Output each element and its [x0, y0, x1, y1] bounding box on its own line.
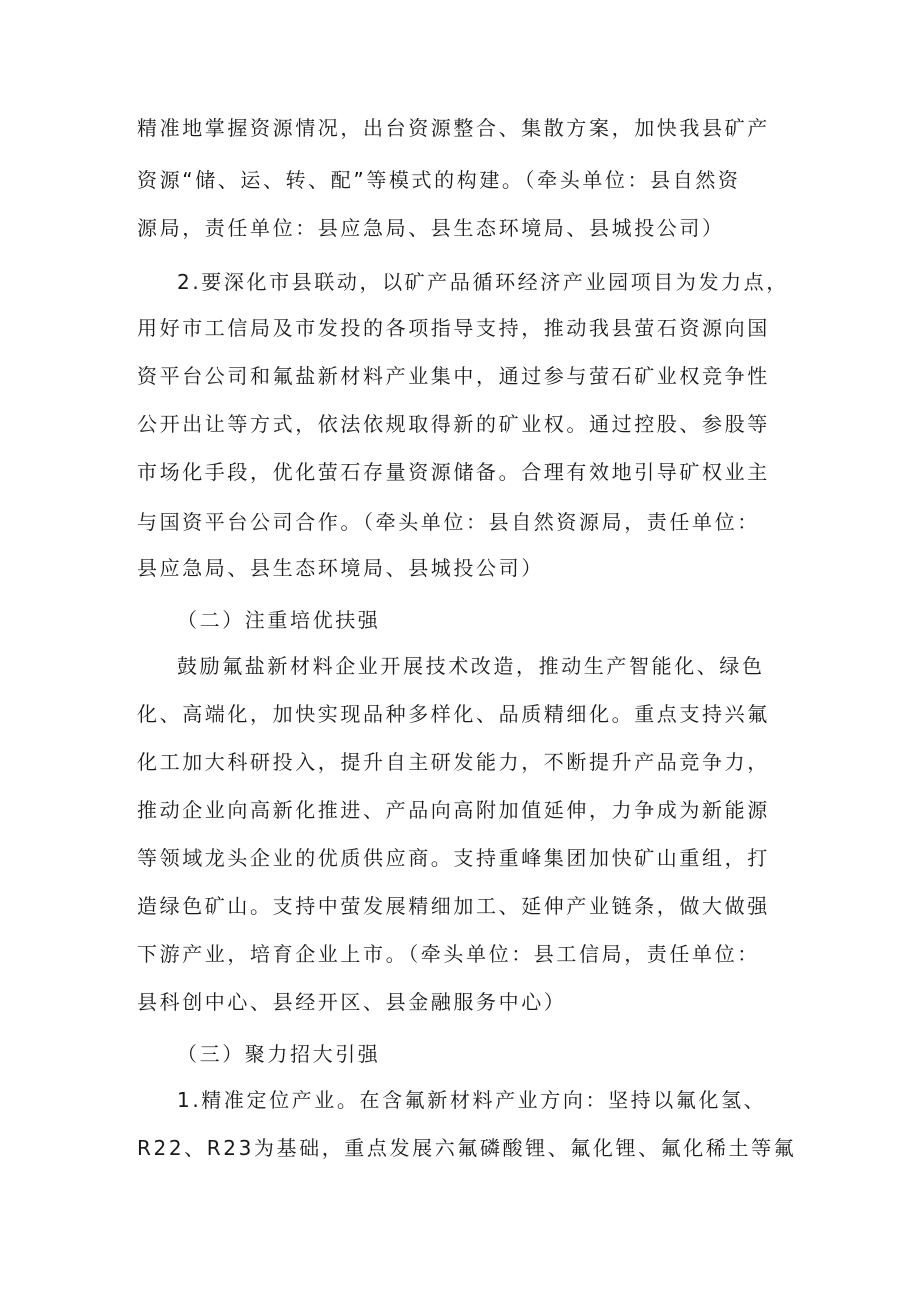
paragraph-line: 化、高端化，加快实现品种多样化、品质精细化。重点支持兴氟 — [137, 702, 770, 726]
paragraph-line: 源局，责任单位：县应急局、县生态环境局、县城投公司） — [137, 216, 725, 240]
paragraph-line: 鼓励氟盐新材料企业开展技术改造，推动生产智能化、绿色 — [177, 654, 765, 678]
paragraph-line: 化工加大科研投入，提升自主研发能力，不断提升产品竞争力， — [137, 750, 770, 774]
paragraph-line: 1.精准定位产业。在含氟新材料产业方向：坚持以氟化氢、 — [177, 1088, 767, 1112]
paragraph-line: 公开出让等方式，依法依规取得新的矿业权。通过控股、参股等 — [137, 412, 770, 436]
paragraph-line: 县应急局、县生态环境局、县城投公司） — [137, 556, 544, 580]
paragraph-line: 资平台公司和氟盐新材料产业集中，通过参与萤石矿业权竞争性 — [137, 364, 770, 388]
paragraph-line: 精准地掌握资源情况，出台资源整合、集散方案，加快我县矿产 — [137, 116, 770, 140]
section-heading: （三）聚力招大引强 — [177, 1042, 381, 1066]
paragraph-line: 推动企业向高新化推进、产品向高附加值延伸，力争成为新能源 — [137, 798, 770, 822]
paragraph-line: 造绿色矿山。支持中萤发展精细加工、延伸产业链条，做大做强 — [137, 894, 770, 918]
paragraph-line: 等领域龙头企业的优质供应商。支持重峰集团加快矿山重组，打 — [137, 846, 770, 870]
paragraph-line: 县科创中心、县经开区、县金融服务中心） — [137, 990, 567, 1014]
paragraph-line: R22、R23为基础，重点发展六氟磷酸锂、氟化锂、氟化稀土等氟 — [137, 1136, 797, 1160]
paragraph-line: 用好市工信局及市发投的各项指导支持，推动我县萤石资源向国 — [137, 316, 770, 340]
paragraph-line: 资源“储、运、转、配”等模式的构建。（牵头单位：县自然资 — [137, 168, 741, 192]
section-heading: （二）注重培优扶强 — [177, 608, 381, 632]
paragraph-line: 2.要深化市县联动，以矿产品循环经济产业园项目为发力点， — [177, 270, 789, 294]
paragraph-line: 与国资平台公司合作。（牵头单位：县自然资源局，责任单位： — [137, 510, 760, 534]
paragraph-line: 下游产业，培育企业上市。（牵头单位：县工信局，责任单位： — [137, 942, 760, 966]
paragraph-line: 市场化手段，优化萤石存量资源储备。合理有效地引导矿权业主 — [137, 460, 770, 484]
